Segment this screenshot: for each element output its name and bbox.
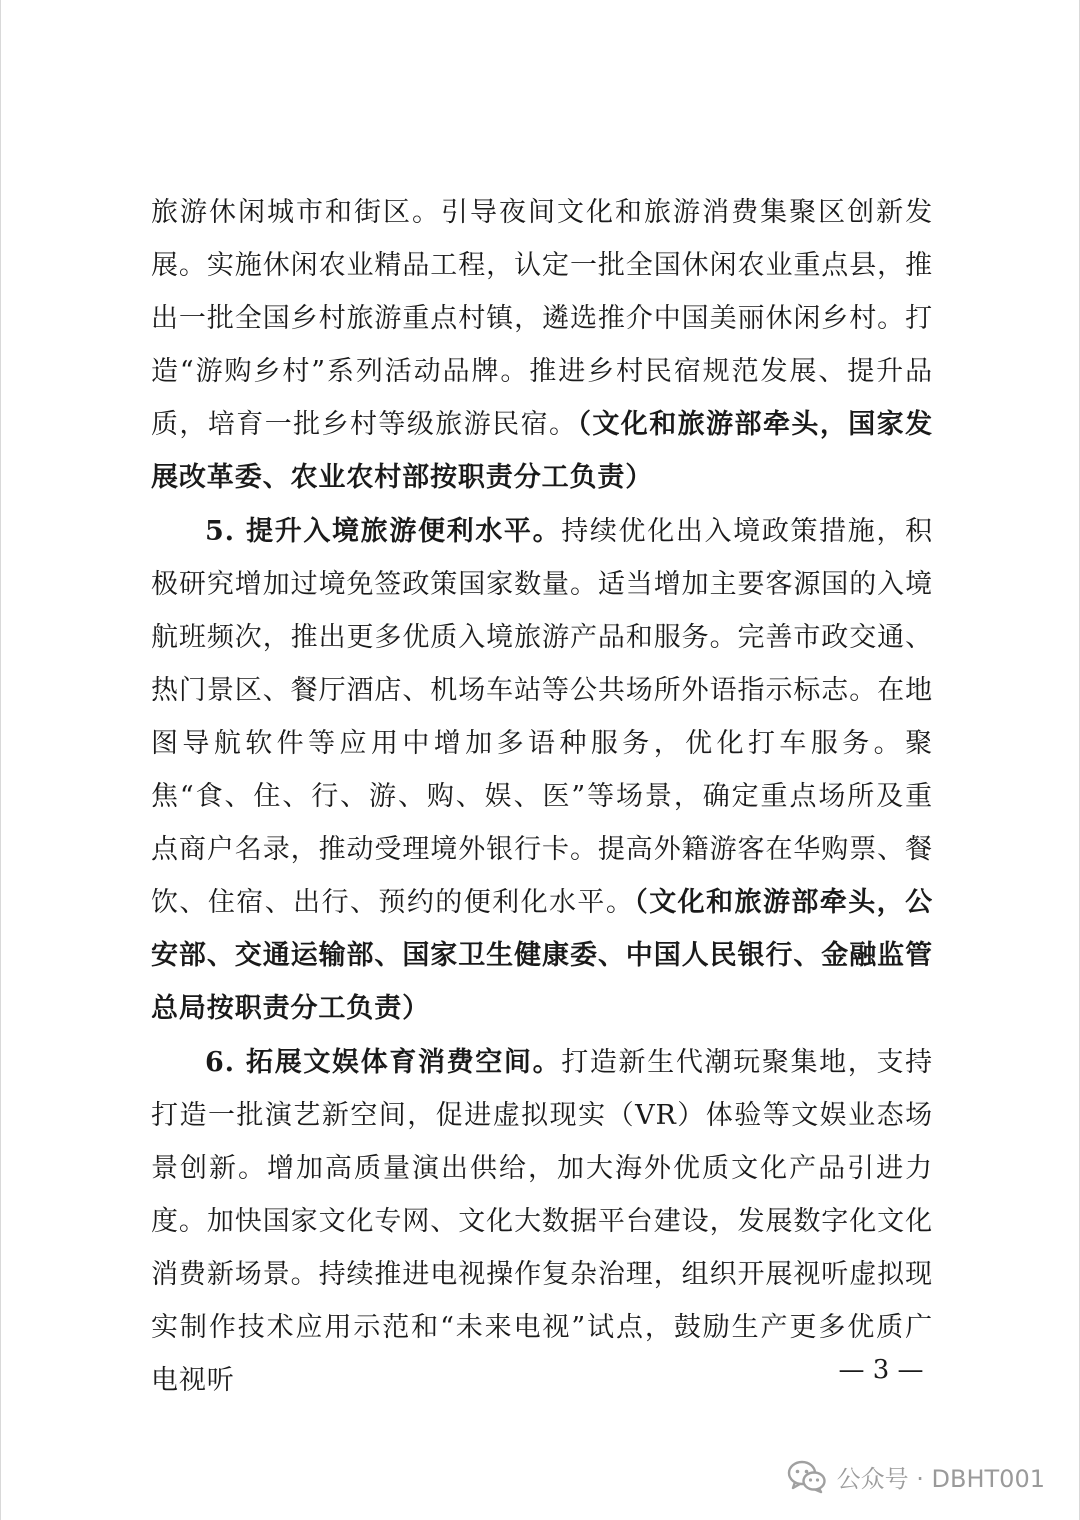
paragraph-continued bbox=[151, 186, 933, 505]
paragraph-responsibility: （文化和旅游部牵头，国家发展改革委、农业农村部按职责分工负责） bbox=[151, 409, 934, 494]
document-body bbox=[151, 186, 933, 1407]
paragraph-item-5 bbox=[151, 505, 933, 1036]
paragraph-item-6 bbox=[151, 1036, 933, 1408]
paragraph-heading: 5. 提升入境旅游便利水平。 bbox=[205, 515, 562, 547]
watermark bbox=[787, 1459, 1045, 1494]
wechat-icon bbox=[787, 1460, 827, 1494]
paragraph-heading: 6. 拓展文娱体育消费空间。 bbox=[205, 1046, 562, 1078]
paragraph-responsibility: （文化和旅游部牵头，公安部、交通运输部、国家卫生健康委、中国人民银行、金融监管总局按职责分工负责） bbox=[151, 887, 933, 1025]
page-number: — 3 — bbox=[838, 1355, 924, 1385]
paragraph-body: 持续优化出入境政策措施，积极研究增加过境免签政策国家数量。适当增加主要客源国的入境航班频次，推出更多优质入境旅游产品和服务。完善市政交通、热门景区、餐厅酒店、机场车站等公共场所外语指示标志。在地图导航软件等应用中增加多语种服务，优化打车服务。聚焦“食、住、行、游、购、娱、医”等场景，确定重点场所及重点商户名录，推动受理境外银行卡。提高外籍游客在华购票、餐饮、住宿、出行、预约的便利化水平。 bbox=[151, 515, 934, 919]
paragraph-body: 旅游休闲城市和街区。引导夜间文化和旅游消费集聚区创新发展。实施休闲农业精品工程，认定一批全国休闲农业重点县，推出一批全国乡村旅游重点村镇，遴选推介中国美丽休闲乡村。打造“游购乡村”系列活动品牌。推进乡村民宿规范发展、提升品质，培育一批乡村等级旅游民宿。 bbox=[151, 197, 933, 441]
watermark-text: 公众号 · DBHT001 bbox=[836, 1465, 1045, 1493]
paragraph-body: 打造新生代潮玩聚集地，支持打造一批演艺新空间，促进虚拟现实（VR）体验等文娱业态场景创新。增加高质量演出供给，加大海外优质文化产品引进力度。加快国家文化专网、文化大数据平台建设，发展数字化文化消费新场景。持续推进电视操作复杂治理，组织开展视听虚拟现实制作技术应用示范和“未来电视”试点，鼓励生产更多优质广电视听 bbox=[151, 1046, 934, 1397]
